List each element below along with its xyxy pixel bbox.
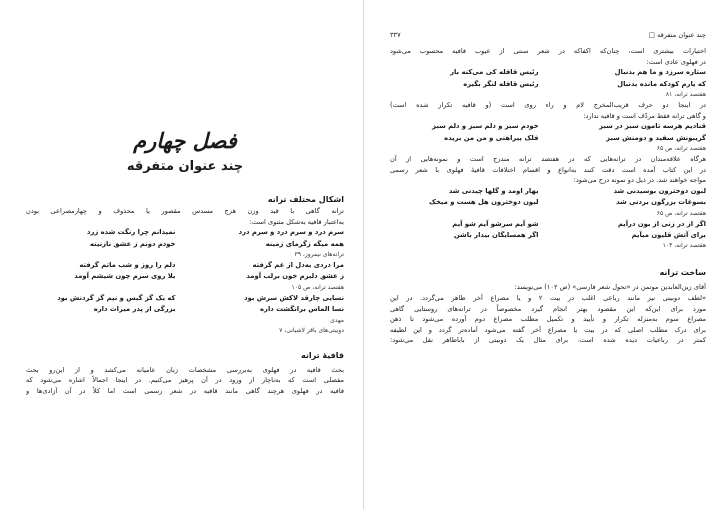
paragraph-line: برای درک مطلب اصلی که در بیت یا مصراع آخر گفته می‌شود آماده‌تر گردد و این لطیفه [390, 325, 706, 334]
hemistich: اگر از در زنی از بون درآیم [617, 219, 706, 228]
poem-couplet [390, 230, 706, 241]
hemistich: که یک گز گیس و نیم گز گردنش بود [57, 293, 176, 302]
hemistich: مرا دردی به‌دل از غم گرفته [252, 261, 344, 269]
paragraph-line: آقای زین‌العابدین موتمن در «تحول شعر فارسی» (ص ۱۰۲) می‌نویسد: [514, 283, 706, 292]
paragraph-line: به‌اعتبار قافیه به‌شکل مثنوی است: [249, 217, 344, 226]
hemistich: نسایی چارقد لاکش سرش بود [244, 293, 344, 302]
paragraph-line: اختیارات بیشتری است، چنان‌که اکفاکه در شعر سنتی از عیوب قافیه محسوب می‌شود [390, 47, 706, 55]
hemistich: بلا روی سرم چون شیشم آومد [74, 272, 176, 281]
source-citation: ترانه‌های نیمروز، ۳۹ [294, 251, 344, 258]
hemistich: دلم را روز و شب ماتم گرفته [79, 261, 176, 269]
hemistich: خودم سبز و دلم سبز و دلم سبز [432, 122, 539, 131]
paragraph-line: ترانه گاهی با قید وزن هزج مسدس مقصور یا محذوف و چهارمصراعی بودن [26, 207, 344, 215]
hemistich: رئیس قافله لنگر بگیره [463, 79, 539, 88]
poem-couplet [26, 304, 344, 315]
poet-name: مهدی [330, 316, 344, 324]
source-citation: هفتصد ترانه، ص ۶۵ [656, 209, 706, 217]
poem-couplet [26, 293, 344, 304]
hemistich: که یارم کودکه مانده بدنبال [617, 79, 706, 88]
poem-couplet [390, 133, 706, 144]
hemistich: ز عشق دلبرم خون برلب آومد [246, 272, 344, 281]
poem-couplet [26, 227, 344, 238]
page-number: ۳۳۷ [390, 31, 401, 39]
poem-couplet [390, 79, 706, 90]
header-separator: □ [648, 31, 655, 39]
hemistich: اگر همسایگان بیدار باشن [453, 231, 539, 239]
hemistich: بزرگی از پدر میراث داره [93, 305, 176, 314]
chapter-label: فصل چهارم [133, 128, 237, 153]
hemistich: رئیس قافله کی می‌کنه بار [450, 68, 539, 77]
poem-couplet [390, 219, 706, 230]
hemistich: بهار اومد و گلها چیدنی شد [448, 186, 539, 195]
poem-couplet [26, 239, 344, 250]
source-citation: هفتصد ترانه، ۸۱ [665, 91, 706, 98]
hemistich: لبون دوخترون هل هست و میخک [428, 198, 539, 207]
hemistich: فلک پیراهنی و من من بریده [444, 133, 539, 142]
section-heading-forms: اشکال مختلف ترانه [267, 195, 344, 204]
left-page [0, 0, 362, 509]
poem-couplet [390, 186, 706, 197]
hemistich: شو آیم سرشو آیم شو آیم [452, 219, 539, 228]
section-heading-rhyme: قافیۀ ترانه [301, 350, 344, 360]
hemistich: برای آتش قلیون میآیم [631, 231, 706, 239]
hemistich: گریبونش سفید و دومنش سبز [606, 133, 706, 142]
hemistich: خودم دونم ز عشق نازنینه [89, 239, 176, 248]
running-header [390, 30, 706, 40]
hemistich: ستاره سرزد و ما هم بدنبال [614, 68, 706, 77]
paragraph-line: در فهلوی عادی است: [646, 57, 706, 66]
running-title: چند عنوان متفرقه [657, 31, 706, 39]
paragraph-line: مواجه خواهند شد. در ذیل دو نمونه درج می‌شود: [573, 176, 706, 185]
right-page [364, 0, 726, 509]
paragraph-line: مصراع سوم به‌منزله تکرار و تأیید و تکمیل مطلب مصراع دوم آورده می‌شود تا ذهن [390, 315, 706, 324]
paragraph-line: مفصلی است که به‌ناچار از ورود در آن پرهیز می‌کنیم. در اینجا اجمالاً اشاره می‌شود که [26, 376, 344, 385]
paragraph-line: و گاهی ترانه فقط مردّف است و قافیه ندارد: [583, 111, 706, 120]
paragraph-line: «لطف دوبیتی نیز مانند رباعی اغلب در بیت ۲ و یا مصراع آخر ظاهر می‌گردد. در این [390, 294, 706, 302]
paragraph-line: کمتر در رباعیات دیده شده است. برای مثال یک دوبیتی از باباطاهر نقل می‌شود: [390, 336, 706, 345]
paragraph-line: قافیه در فهلوی هرچند گاهی مانند قافیه در شعر رسمی است اما کلاً در آن آزادی‌ها و [26, 386, 344, 395]
hemistich: بسوغات بزرگون بردنی شد [616, 198, 706, 207]
poem-couplet [390, 67, 706, 78]
hemistich: سرم درد و سرم درد و سرم درد [238, 228, 344, 237]
source-citation: دوبیتی‌های باقر لاشیانی، ۷ [279, 326, 344, 334]
poem-couplet [390, 197, 706, 208]
paragraph-line: مورد برای این‌که این مقصود بهتر انجام گیرد مخصوصاً در ترانه‌های روستایی گاهی [390, 304, 706, 313]
poem-couplet [26, 260, 344, 271]
paragraph-line: بحث قافیه در فهلوی به‌بررسی مشخصات زبان عامیانه می‌کشد و از این‌رو بحث [26, 365, 344, 374]
paragraph-line: در اینجا دو حرف قریب‌المخرج لام و راء روی است (و قافیه تکرار شده است) [390, 101, 706, 109]
hemistich: نمیدانم چرا رنگت شده زرد [86, 228, 176, 237]
paragraph-line: هرگاه علاقه‌مندان در ترانه‌هایی که در هفتصد ترانه مندرج است و نمونه‌هایی از آن [390, 155, 706, 163]
paragraph-line: در این کتاب آمده است دقت کنند به‌انواع و اقسام اختلافات قافیۀ فهلوی با شعر رسمی [390, 165, 706, 174]
source-citation: هفتصد ترانه، ۱۰۴ [662, 242, 706, 250]
header-title-group [649, 30, 706, 40]
poem-couplet [390, 121, 706, 132]
hemistich: نسا الماس برانگشت داره [260, 305, 344, 314]
poem-couplet [26, 271, 344, 282]
source-citation: هفتصد ترانه، ص ۱۰۵ [291, 283, 344, 291]
source-citation: هفتصد ترانه، ص ۶۵ [656, 145, 706, 152]
chapter-title: چند عنوان متفرقه [126, 159, 244, 174]
hemistich: قنادیم هرسه تامون سبز در سبز [599, 122, 706, 131]
hemistich: همه میگه زگرمای زمینه [265, 239, 344, 248]
section-heading-structure: ساخت ترانه [659, 268, 706, 278]
hemistich: لبون دوخترون بوسیدنی شد [613, 186, 706, 195]
